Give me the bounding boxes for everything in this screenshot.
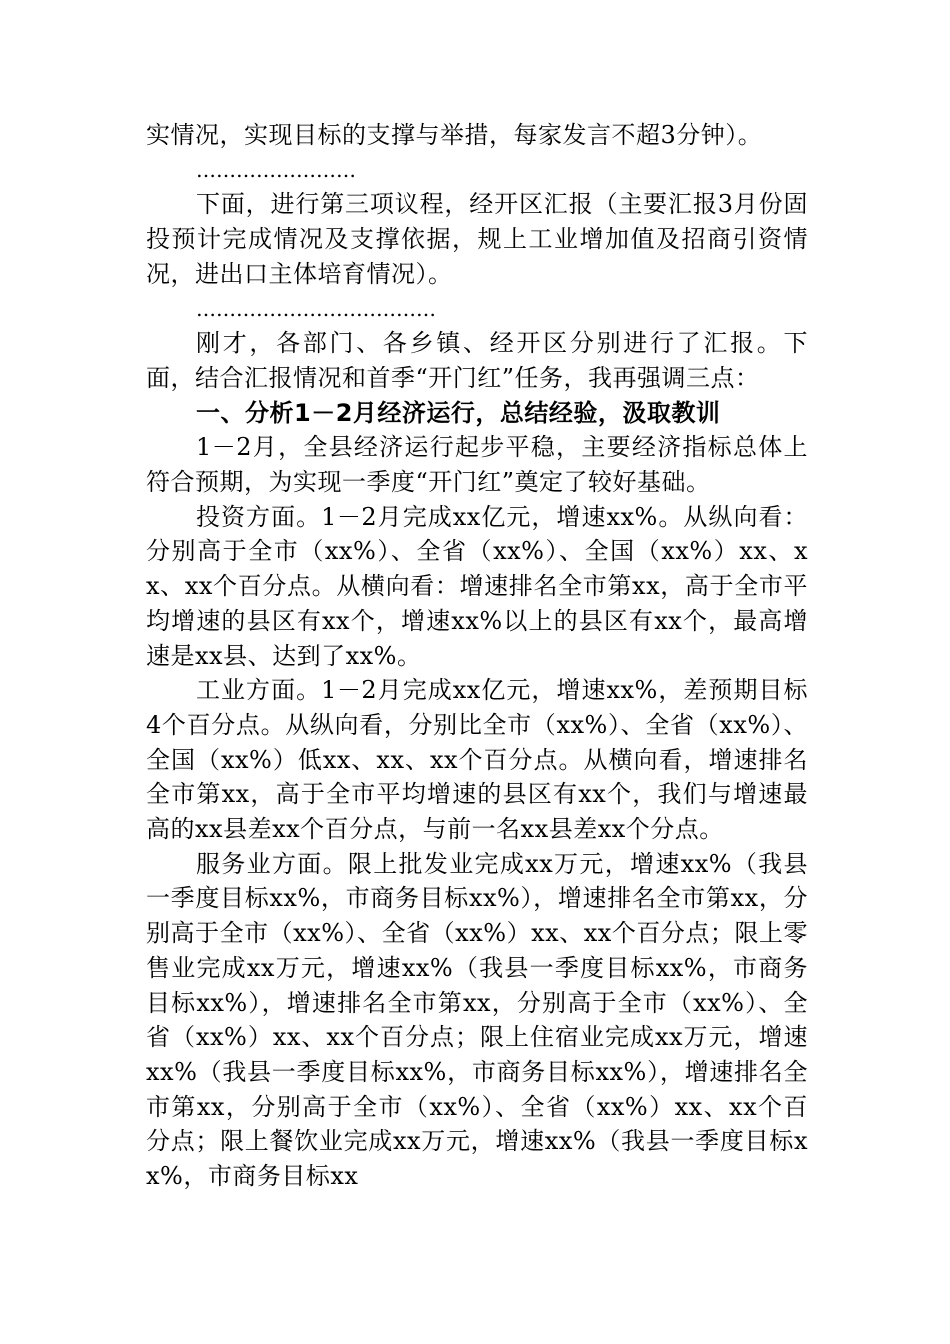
paragraph-services: 服务业方面。限上批发业完成xx万元，增速xx%（我县一季度目标xx%，市商务目标xx%），增速排名全市第xx，分别高于全市（xx%）、全省（xx%）xx、xx个百分点；限上零售业完成xx万元，增速xx%（我县一季度目标xx%，市商务目标xx%），增速排名全市第xx，分别高于全市（xx%）、全省（xx%）xx、xx个百分点；限上住宿业完成xx万元，增速xx%（我县一季度目标xx%，市商务目标xx%），增速排名全市第xx，分别高于全市（xx%）、全省（xx%）xx、xx个百分点；限上餐饮业完成xx万元，增速xx%（我县一季度目标xx%，市商务目标xx (146, 849, 808, 1191)
ellipsis-separator: …………………… (196, 157, 356, 182)
document-page (146, 118, 808, 1194)
section-heading-1: 一、分析1－2月经济运行，总结经验，汲取教训 (196, 398, 721, 427)
paragraph-overview: 1－2月，全县经济运行起步平稳，主要经济指标总体上符合预期，为实现一季度“开门红”奠定了较好基础。 (146, 433, 808, 497)
paragraph-industry: 工业方面。1－2月完成xx亿元，增速xx%，差预期目标4个百分点。从纵向看，分别比全市（xx%）、全省（xx%）、全国（xx%）低xx、xx、xx个百分点。从横向看，增速排名全市第xx，高于全市平均增速的县区有xx个，我们与增速最高的xx县差xx个百分点，与前一名xx县差xx个分点。 (146, 676, 808, 844)
paragraph-third-agenda: 下面，进行第三项议程，经开区汇报（主要汇报3月份固投预计完成情况及支撑依据，规上工业增加值及招商引资情况，进出口主体培育情况）。 (146, 190, 808, 288)
ellipsis-separator: ……………………………… (196, 296, 436, 321)
paragraph-agenda-speech-limit: 实情况，实现目标的支撑与举措，每家发言不超3分钟）。 (146, 121, 763, 149)
paragraph-summary-intro: 刚才，各部门、各乡镇、经开区分别进行了汇报。下面，结合汇报情况和首季“开门红”任务，我再强调三点： (146, 329, 808, 392)
paragraph-investment: 投资方面。1－2月完成xx亿元，增速xx%。从纵向看：分别高于全市（xx%）、全省（xx%）、全国（xx%）xx、xx、xx个百分点。从横向看：增速排名全市第xx，高于全市平均增速的县区有xx个，增速xx%以上的县区有xx个，最高增速是xx县、达到了xx%。 (146, 502, 808, 670)
